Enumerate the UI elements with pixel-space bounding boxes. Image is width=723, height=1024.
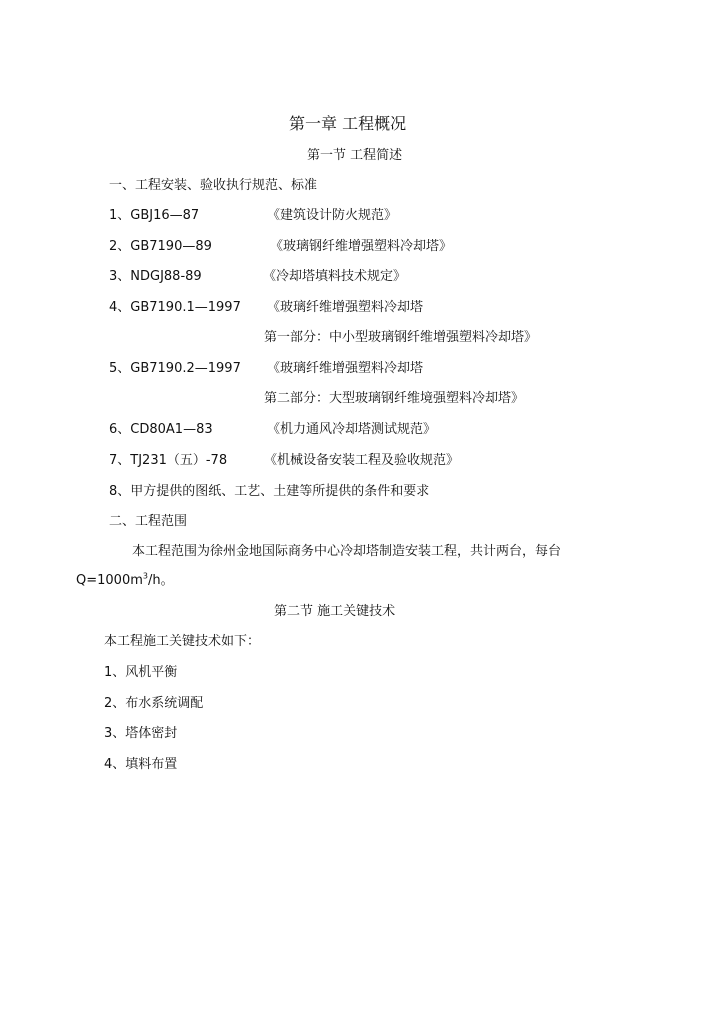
scope-flow-value: Q=1000m (76, 573, 143, 588)
standard-name-5: 《玻璃纤维增强塑料冷却塔 (267, 361, 424, 376)
standard-cont-5: 第二部分：大型玻璃钢纤维境强塑料冷却塔》 (264, 391, 525, 406)
chapter-title: 第一章 工程概况 (289, 114, 407, 133)
standard-num-5: 5、GB7190.2—1997 (109, 361, 241, 376)
tech-item-1: 1、风机平衡 (104, 665, 178, 680)
standard-name-2: 《玻璃钢纤维增强塑料冷却塔》 (270, 239, 453, 254)
section-title-2: 第二节 施工关键技术 (274, 604, 396, 619)
standard-num-1: 1、GBJ16—87 (109, 208, 200, 223)
section-title-1: 第一节 工程简述 (307, 148, 403, 163)
standard-name-3: 《冷却塔填料技术规定》 (263, 269, 407, 284)
standard-num-2: 2、GB7190—89 (109, 239, 212, 254)
standard-name-4: 《玻璃纤维增强塑料冷却塔 (267, 300, 424, 315)
tech-item-4: 4、填料布置 (104, 757, 178, 772)
tech-item-3: 3、塔体密封 (104, 726, 178, 741)
scope-paragraph-line1: 本工程范围为徐州金地国际商务中心冷却塔制造安装工程，共计两台，每台 (132, 544, 562, 559)
scope-paragraph-line2 (76, 573, 174, 589)
standard-cont-4: 第一部分：中小型玻璃钢纤维增强塑料冷却塔》 (264, 330, 538, 345)
standard-num-4: 4、GB7190.1—1997 (109, 300, 241, 315)
standard-name-1: 《建筑设计防火规范》 (267, 208, 398, 223)
standard-num-7: 7、TJ231（五）-78 (109, 453, 228, 468)
standard-name-7: 《机械设备安装工程及验收规范》 (264, 453, 460, 468)
heading-standards: 一、工程安装、验收执行规范、标准 (109, 178, 318, 193)
standard-num-8: 8、甲方提供的图纸、工艺、土建等所提供的条件和要求 (109, 484, 430, 499)
standard-num-6: 6、CD80A1—83 (109, 422, 213, 437)
scope-flow-exponent: 3 (142, 571, 148, 581)
standard-name-6: 《机力通风冷却塔测试规范》 (267, 422, 437, 437)
tech-item-2: 2、布水系统调配 (104, 696, 204, 711)
tech-intro: 本工程施工关键技术如下： (104, 634, 261, 649)
scope-flow-unit: /h。 (147, 573, 174, 588)
standard-num-3: 3、NDGJ88-89 (109, 269, 202, 284)
heading-scope: 二、工程范围 (109, 514, 188, 529)
